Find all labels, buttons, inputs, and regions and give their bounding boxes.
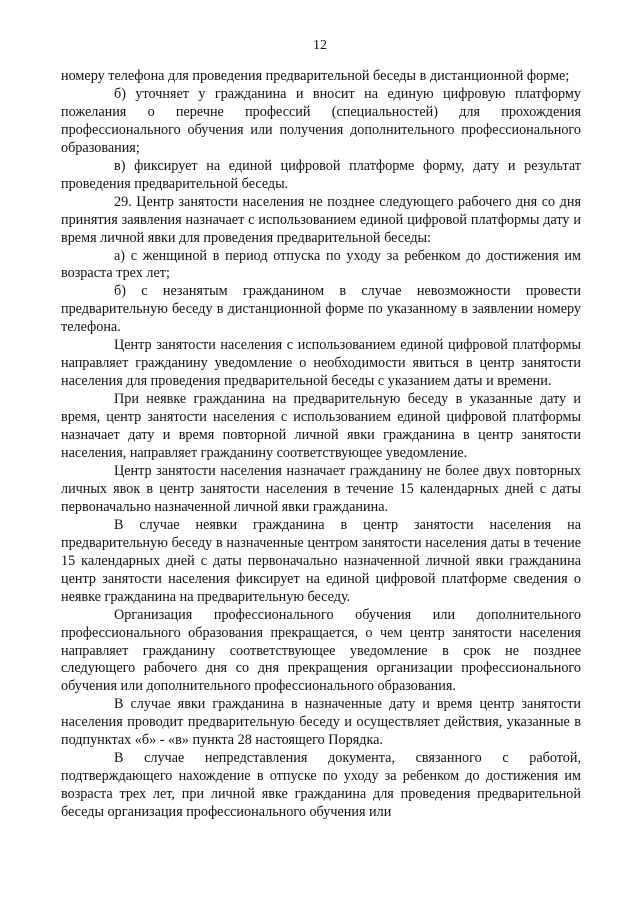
- paragraph-repeat-visits: Центр занятости населения назначает гражданину не более двух повторных личных явок в центр занятости населения в течение 15 календарных дней с даты первоначально назначенной личной явки гражданина.: [61, 462, 581, 515]
- document-body: [61, 68, 581, 822]
- paragraph-notification: Центр занятости населения с использованием единой цифровой платформы направляет гражданину уведомление о необходимости явиться в центр занятости населения для проведения предварительной беседы с указанием даты и времени.: [61, 337, 581, 390]
- paragraph-no-show-record: В случае неявки гражданина в центр занятости населения на предварительную беседу в назначенные центром занятости населения даты в течение 15 календарных дней с даты первоначально назначенной личной явки гражданина центр занятости населения фиксирует на единой цифровой платформе сведения о неявке гражданина на предварительную беседу.: [61, 516, 581, 605]
- paragraph-subitem-b: б) уточняет у гражданина и вносит на единую цифровую платформу пожелания о перечне профессий (специальностей) для прохождения профессионального обучения или получения дополнительного профессионального образования;: [61, 85, 581, 156]
- paragraph-subitem-b-2: б) с незанятым гражданином в случае невозможности провести предварительную беседу в дистанционной форме по указанному в заявлении номеру телефона.: [61, 283, 581, 336]
- paragraph-item-29: 29. Центр занятости населения не позднее следующего рабочего дня со дня принятия заявления назначает с использованием единой цифровой платформы дату и время личной явки для проведения предварительной беседы:: [61, 193, 581, 246]
- paragraph-termination: Организация профессионального обучения или дополнительного профессионального образования прекращается, о чем центр занятости населения направляет гражданину соответствующее уведомление в срок не позднее следующего рабочего дня со дня прекращения организации профессионального обучения или дополнительного профессионального образования.: [61, 606, 581, 695]
- paragraph-attendance: В случае явки гражданина в назначенные дату и время центр занятости населения проводит предварительную беседу и осуществляет действия, указанные в подпунктах «б» - «в» пункта 28 настоящего Порядка.: [61, 696, 581, 749]
- paragraph-missing-document: В случае непредставления документа, связанного с работой, подтверждающего нахождение в отпуске по уходу за ребенком до достижения им возраста трех лет, при личной явке гражданина для проведения предварительной беседы организация профессионального обучения или: [61, 750, 581, 821]
- page-number: 12: [313, 38, 327, 53]
- paragraph-no-show: При неявке гражданина на предварительную беседу в указанные дату и время, центр занятости населения с использованием единой цифровой платформы назначает дату и время повторной личной явки гражданина в центр занятости населения, направляет гражданину соответствующее уведомление.: [61, 391, 581, 462]
- paragraph-subitem-v: в) фиксирует на единой цифровой платформе форму, дату и результат проведения предварительной беседы.: [61, 157, 581, 192]
- paragraph-continuation: номеру телефона для проведения предварительной беседы в дистанционной форме;: [61, 68, 570, 84]
- paragraph-subitem-a: а) с женщиной в период отпуска по уходу за ребенком до достижения им возраста трех лет;: [61, 247, 581, 282]
